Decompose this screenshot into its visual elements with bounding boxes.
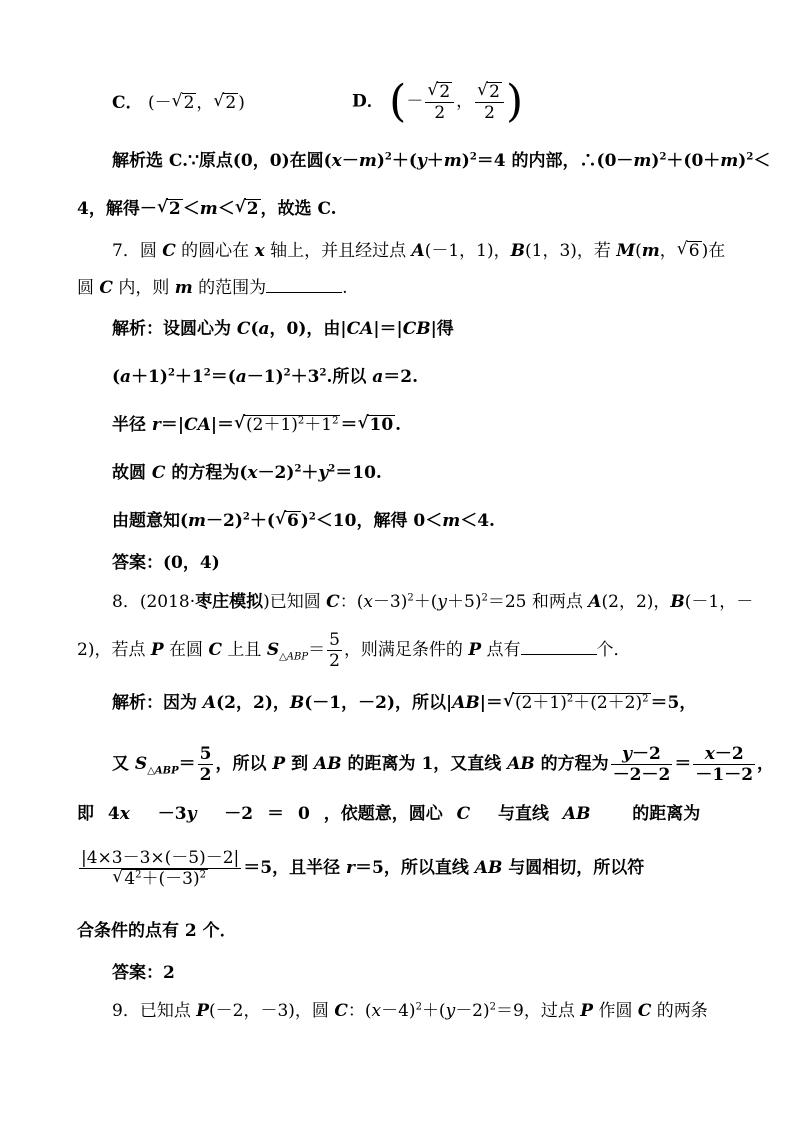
q8-answer: 答案：2 xyxy=(112,963,175,983)
q8-analysis-1: 解析：因为 A(2，2)，B(－1，－2)，所以|AB|＝√ $(2+1)^2+(2+2)^2 =5$， xyxy=(112,692,732,714)
q7-analysis-4: 故圆 C 的方程为$(x-2)^2+y^2=10$. xyxy=(112,463,382,483)
q7-analysis-5: 由题意知$(m-2)^2+(√$ 6 )$^2$＜10，解得 0＜m＜4. xyxy=(112,510,732,532)
option-d-frac1: √ $\frac{2}{2}$ xyxy=(425,82,454,123)
q7-analysis-3: 半径 r＝|CA|＝√ $(2+1)^2+1^2$ ＝√ 10 . xyxy=(112,414,732,436)
q9-stem-1: 9．已知点 P(－2，－3)，圆 C：$(x-4)^2+(y-2)^2=9$，过点 P 作圆 C 的两条 xyxy=(112,1001,708,1021)
q8-analysis-2: 又 $S_{\triangle ABP}=$ $\frac{5}{2}$ ，所以 P 到 AB 的距离为 1，又直线 AB 的方程为 $\frac{y-2}{-2-2}$ ＝ $\frac{x-2}{-1-2}$ ， xyxy=(112,744,775,785)
q8-analysis-5: 合条件的点有 2 个． xyxy=(77,921,237,941)
q7-blank xyxy=(266,276,342,293)
q8-stem-1: 8．(2018·枣庄模拟)已知圆 C：$(x-3)^2+(y+5)^2=25$ 和两点 A(2，2)，B(－1，－ xyxy=(112,592,754,612)
q8-analysis-3: 即 4x －3y －2 ＝ 0 ，依题意，圆心 C 与直线 AB 的距离为 xyxy=(77,804,701,824)
q7-answer: 答案：(0，4) xyxy=(112,553,220,573)
q8-analysis-4: |4×3－3×(－5)－2| √ $4^2+(-3)^2$ ＝5，且半径 r＝5，所以直线 AB 与圆相切，所以符 xyxy=(77,848,732,889)
q7-analysis-2: $(a+1)^2+1^2=(a-1)^2+3^2$.所以 a＝2. xyxy=(112,367,419,387)
q6-analysis: 解析选 C.∵原点(0，0)在圆$(x-m)^2+(y+m)^2=4$ 的内部，$\therefore(0-m)^2+(0+m)^2<$ xyxy=(112,151,771,171)
q7-stem-1: 7．圆 C 的圆心在 x 轴上，并且经过点 A(－1，1)，B(1，3)，若 M(m，√ 6 )在 xyxy=(112,240,732,262)
option-d-label: D． xyxy=(352,91,384,112)
q7-stem-2: 圆 C 内，则 m 的范围为 . xyxy=(77,278,348,298)
q6-analysis-cont: 4，解得－√ 2 ＜m＜√ 2 ，故选 C. xyxy=(77,198,732,220)
q8-stem-2: 2)，若点 P 在圆 C 上且 $S_{\triangle ABP}=$ $\frac{5}{2}$ ，则满足条件的 P 点有 个． xyxy=(77,630,631,671)
option-c-label: C． xyxy=(112,93,143,113)
option-d: D． (－ √ $\frac{2}{2}$ ， √ $\frac{2}{2}$ ) xyxy=(352,80,732,124)
option-d-frac2: √ $\frac{2}{2}$ xyxy=(475,82,504,123)
option-c-text: (－√ 2 ，√ 2 ) xyxy=(148,93,245,113)
q7-analysis-1: 解析：设圆心为 C(a，0)，由|CA|＝|CB|得 xyxy=(112,319,454,339)
q8-blank xyxy=(521,638,597,655)
